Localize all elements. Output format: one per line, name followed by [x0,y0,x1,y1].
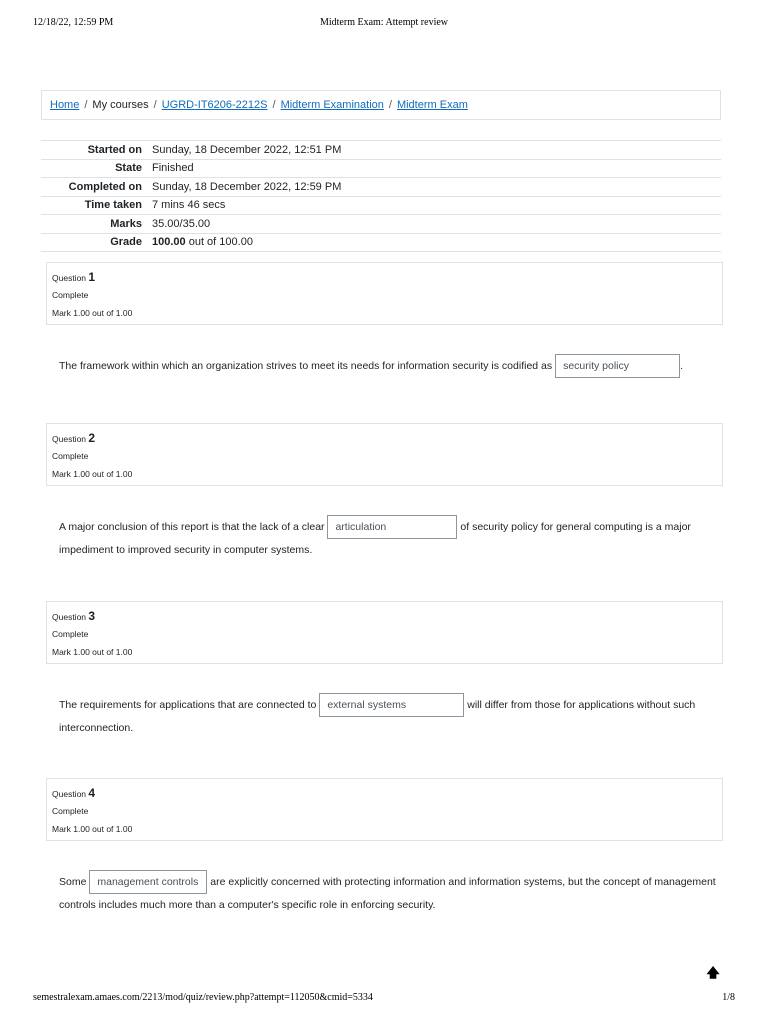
question-info-1 [46,262,723,325]
grade-value: 100.00 [152,236,186,249]
answer-field: management controls [89,870,207,894]
summary-label: Time taken [41,196,148,215]
question-text-4 [59,870,719,916]
summary-row-marks [41,215,721,234]
summary-value: Finished [148,159,721,178]
summary-row-state [41,159,721,178]
question-grade: Mark 1.00 out of 1.00 [52,824,133,834]
question-text-after: . [680,359,683,372]
summary-value: 7 mins 46 secs [148,196,721,215]
print-datetime: 12/18/22, 12:59 PM [33,17,114,28]
question-number-value: 4 [88,786,96,800]
question-info-4 [46,778,723,841]
grade-out-of: out of 100.00 [185,236,253,249]
breadcrumb [41,90,721,120]
question-info-3 [46,601,723,664]
summary-label: Grade [41,233,148,252]
answer-field: security policy [555,354,680,378]
question-prefix: Question [52,789,87,799]
question-number-value: 3 [88,609,96,623]
question-text-2 [59,515,719,561]
print-header [0,17,768,31]
question-state: Complete [52,451,89,461]
answer-field: articulation [327,515,457,539]
question-prefix: Question [52,434,87,444]
question-number [52,270,95,284]
summary-label: Completed on [41,178,148,197]
breadcrumb-my-courses: My courses [92,99,149,111]
question-text-before: The framework within which an organization strives to meet its needs for information security is codified as [59,359,553,372]
summary-value: Sunday, 18 December 2022, 12:59 PM [148,178,721,197]
summary-value [148,233,721,252]
breadcrumb-home-link[interactable]: Home [50,99,80,111]
summary-row-completed [41,178,721,197]
question-number-value: 1 [88,270,96,284]
question-text-after: of security policy for general computing is a major impediment to improved security in computer systems. [59,520,691,556]
summary-label: Marks [41,215,148,234]
question-number [52,609,95,623]
question-prefix: Question [52,612,87,622]
summary-value: 35.00/35.00 [148,215,721,234]
question-prefix: Question [52,273,87,283]
breadcrumb-separator: / [84,99,88,111]
attempt-summary-table [41,140,721,252]
question-state: Complete [52,806,89,816]
question-text-before: A major conclusion of this report is that the lack of a clear [59,520,325,533]
summary-value: Sunday, 18 December 2022, 12:51 PM [148,141,721,160]
question-grade: Mark 1.00 out of 1.00 [52,308,133,318]
question-text-before: The requirements for applications that are connected to [59,698,317,711]
print-title: Midterm Exam: Attempt review [319,17,449,28]
question-text-after: are explicitly concerned with protecting information and information systems, but the concept of management controls includes much more than a computer's specific role in enforcing security. [59,875,716,911]
question-text-before: Some [59,875,87,888]
print-url: semestralexam.amaes.com/2213/mod/quiz/review.php?attempt=112050&cmid=5334 [33,992,373,1003]
question-number [52,786,95,800]
print-page-number: 1/8 [722,992,735,1003]
breadcrumb-separator: / [272,99,276,111]
question-info-2 [46,423,723,486]
arrow-up-icon: 🡅 [706,965,720,980]
question-text-3 [59,693,719,739]
summary-label: Started on [41,141,148,160]
breadcrumb-separator: / [388,99,392,111]
answer-field: external systems [319,693,464,717]
print-footer [0,992,768,1006]
summary-row-grade [41,233,721,252]
breadcrumb-course-link[interactable]: UGRD-IT6206-2212S [161,99,268,111]
breadcrumb-section-link[interactable]: Midterm Examination [280,99,384,111]
summary-label: State [41,159,148,178]
question-state: Complete [52,290,89,300]
breadcrumb-quiz-link[interactable]: Midterm Exam [396,99,468,111]
question-grade: Mark 1.00 out of 1.00 [52,469,133,479]
back-to-top-button[interactable] [702,964,724,986]
breadcrumb-separator: / [153,99,157,111]
summary-row-started [41,141,721,160]
question-text-1 [59,354,749,378]
question-text-after: will differ from those for applications without such interconnection. [59,698,696,734]
summary-row-time-taken [41,196,721,215]
question-number-value: 2 [88,431,96,445]
question-grade: Mark 1.00 out of 1.00 [52,647,133,657]
question-number [52,431,95,445]
question-state: Complete [52,629,89,639]
